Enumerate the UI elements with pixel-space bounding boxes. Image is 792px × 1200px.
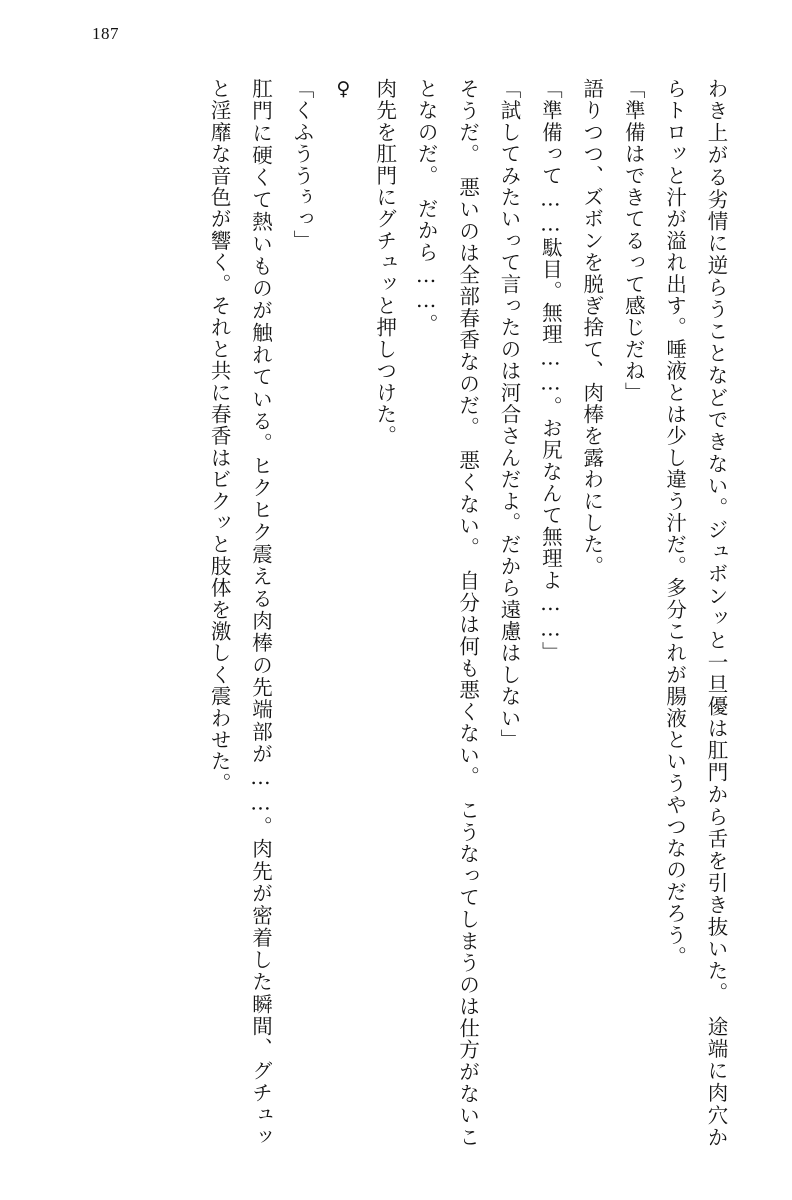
paragraph: 肛門に硬くて熱いものが触れている。ヒクヒク震える肉棒の先端部が……。肉先が密着した瞬間、グチュッと淫靡な音色が響く。それと共に春香はビクッと肢体を激しく震わせた。 [207,78,273,1148]
body-text-vertical [56,78,736,1148]
paragraph: 「くふううぅっ」 [289,78,314,252]
scene-break-symbol [322,78,363,1148]
paragraph: そうだ。 悪いのは全部春香なのだ。 悪くない。 自分は何も悪くない。 こうなってしまうのは仕方がないことなのだ。 だから……。 [414,78,480,1148]
paragraph: 肉先を肛門にグチュッと押しつけた。 [372,78,397,447]
paragraph: 語りつつ、ズボンを脱ぎ捨て、肉棒を露わにした。 [579,78,604,578]
paragraph: 「試してみたいって言ったのは河合さんだよ。だから遠慮はしない」 [496,78,521,751]
paragraph: 「準備って……駄目。無理……。お尻なんて無理よ……」 [538,78,563,664]
page-number: 187 [92,24,119,43]
venus-symbol: ♀ [332,78,355,100]
paragraph: 「準備はできてるって感じだね」 [621,78,646,404]
paragraph: わき上がる劣情に逆らうことなどできない。ジュボンッと一旦優は肛門から舌を引き抜いた。 途端に肉穴からトロッと汁が溢れ出す。唾液とは少し違う汁だ。多分これが腸液というやつなのだろう。 [662,78,728,1148]
